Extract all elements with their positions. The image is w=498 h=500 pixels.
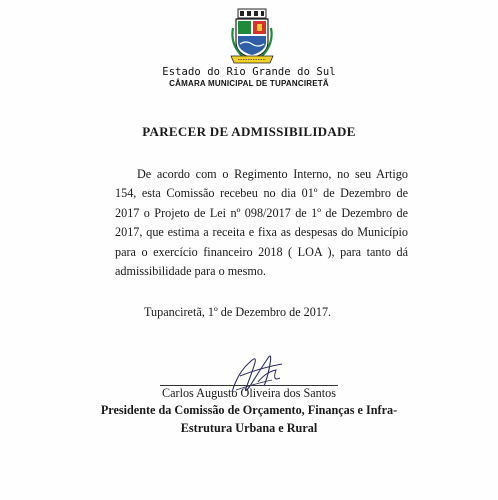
place-and-date: Tupanciretã, 1º de Dezembro de 2017.	[144, 305, 332, 319]
signer-name-text: Carlos Augusto Oliveira dos Santos	[161, 386, 336, 400]
signer-role-line1: Presidente da Comissão de Orçamento, Finanças e Infra-	[100, 403, 398, 417]
letterhead-state: Estado do Rio Grande do Sul	[162, 66, 336, 78]
signer-name	[0, 386, 498, 401]
letterhead-council: CÂMARA MUNICIPAL DE TUPANCIRETÃ	[169, 79, 329, 88]
municipal-coat-of-arms-icon	[228, 8, 276, 66]
document-body: De acordo com o Regimento Interno, no seu Artigo 154, esta Comissão recebeu no dia 01º de Dezembro de 2017 o Projeto de Lei nº 098/2017 de 1º de Dezembro de 2017, que estima a receita e fixa as despesas do Município para o exercício financeiro 2018 ( LOA ), para tanto dá admissibilidade para o mesmo.	[115, 167, 408, 279]
signer-role-line2: Estrutura Urbana e Rural	[180, 421, 318, 435]
document-title: PARECER DE ADMISSIBILIDADE	[142, 124, 356, 139]
